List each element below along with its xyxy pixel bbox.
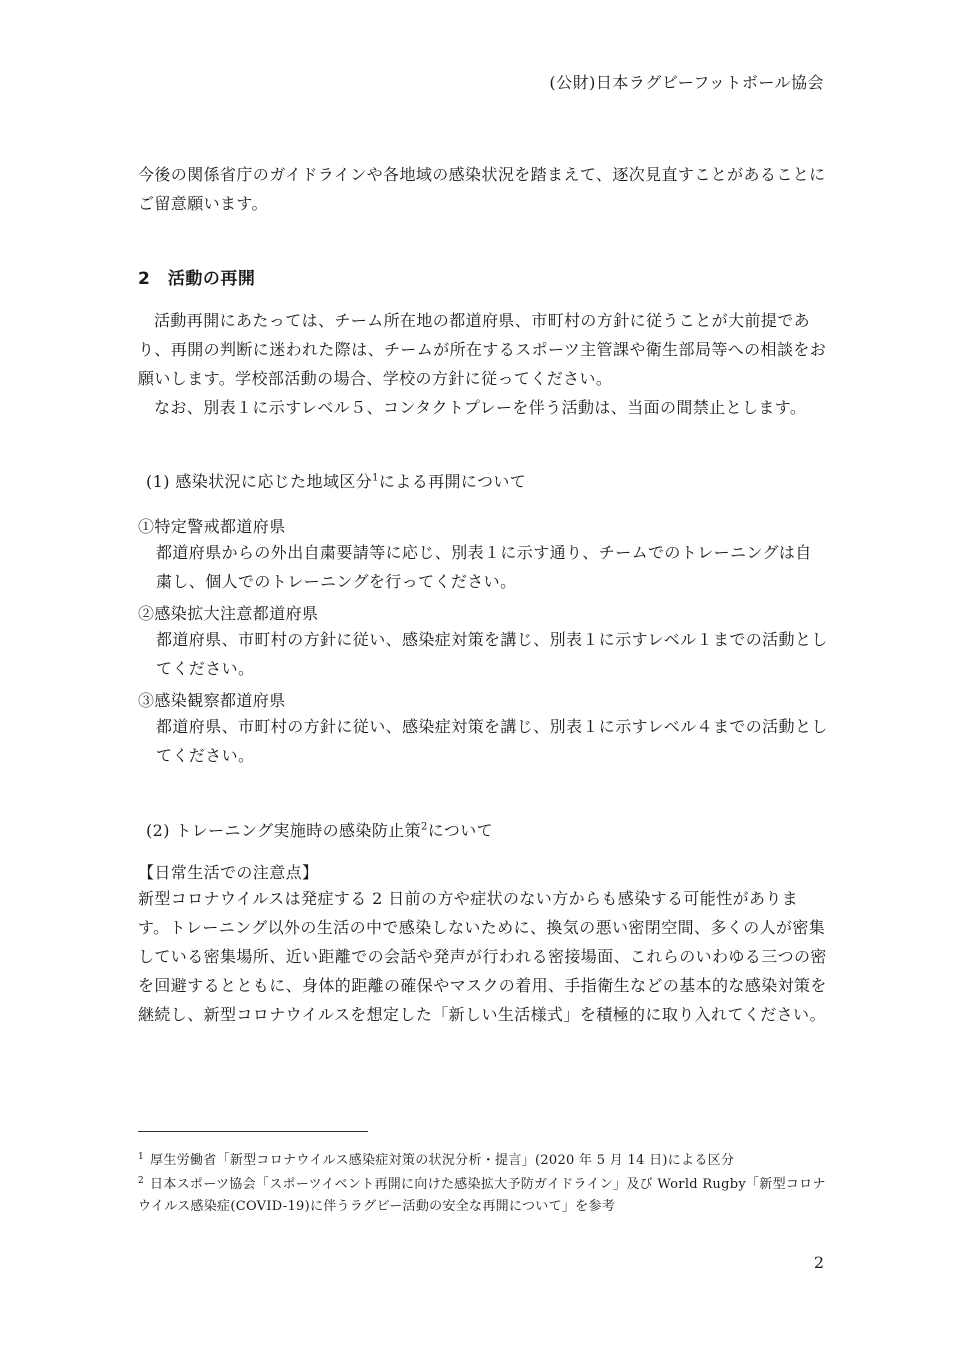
subsection-1-title: [146, 469, 526, 492]
subsection-2-title: [146, 818, 493, 841]
footnote-ref-2: 2: [421, 821, 428, 833]
subsection-1-title-text: (1) 感染状況に応じた地域区分: [146, 472, 373, 491]
footnote-2: [138, 1174, 828, 1218]
footnote-1: [138, 1150, 828, 1172]
footnote-mark-2: 2: [138, 1175, 145, 1186]
subsection-1-title-suffix: による再開について: [378, 472, 527, 491]
page-number: 2: [813, 1253, 824, 1272]
footnote-mark-1: 1: [138, 1151, 145, 1162]
item-body-2: 都道府県、市町村の方針に従い、感染症対策を講じ、別表１に示すレベル１までの活動としてください。: [156, 630, 828, 678]
section-paragraph-2: なお、別表１に示すレベル５、コンタクトプレーを伴う活動は、当面の間禁止とします。: [154, 398, 807, 417]
footnote-divider: [138, 1131, 368, 1132]
section-paragraph-1: 活動再開にあたっては、チーム所在地の都道府県、市町村の方針に従うことが大前提であり、再開の判断に迷われた際は、チームが所在するスポーツ主管課や衛生部局等への相談をお願いします。学校部活動の場合、学校の方針に従ってください。: [138, 311, 827, 388]
item-body-1: 都道府県からの外出自粛要請等に応じ、別表１に示す通り、チームでのトレーニングは自粛し、個人でのトレーニングを行ってください。: [156, 543, 812, 591]
subsection-2-title-text: (2) トレーニング実施時の感染防止策: [146, 821, 422, 840]
intro-paragraph: 今後の関係省庁のガイドラインや各地域の感染状況を踏まえて、逐次見直すことがあることにご留意願います。: [138, 165, 826, 213]
footnote-text-2: 日本スポーツ協会「スポーツイベント再開に向けた感染拡大予防ガイドライン」及び World Rugby「新型コロナウイルス感染症(COVID-19)に伴うラグビー活動の安全な再開について」を参考: [138, 1177, 826, 1214]
item-title-1: ①特定警戒都道府県: [138, 517, 286, 536]
footnote-ref-1: 1: [372, 472, 379, 484]
footnote-text-1: 厚生労働省「新型コロナウイルス感染症対策の状況分析・提言」(2020 年 5 月 14 日)による区分: [150, 1153, 735, 1168]
header-organization: (公財)日本ラグビーフットボール協会: [549, 73, 824, 92]
item-title-2: ②感染拡大注意都道府県: [138, 604, 319, 623]
daily-heading: 【日常生活での注意点】: [138, 863, 319, 882]
daily-paragraph: 新型コロナウイルスは発症する 2 日前の方や症状のない方からも感染する可能性があります。トレーニング以外の生活の中で感染しないために、換気の悪い密閉空間、多くの人が密集している密集場所、近い距離での会話や発声が行われる密接場面、これらのいわゆる三つの密を回避するとともに、身体的距離の確保やマスクの着用、手指衛生などの基本的な感染対策を継続し、新型コロナウイルスを想定した「新しい生活様式」を積極的に取り入れてください。: [138, 889, 827, 1024]
item-body-3: 都道府県、市町村の方針に従い、感染症対策を講じ、別表１に示すレベル４までの活動としてください。: [156, 717, 828, 765]
item-title-3: ③感染観察都道府県: [138, 691, 286, 710]
section-heading: 2 活動の再開: [138, 269, 256, 289]
subsection-2-title-suffix: について: [427, 821, 494, 840]
